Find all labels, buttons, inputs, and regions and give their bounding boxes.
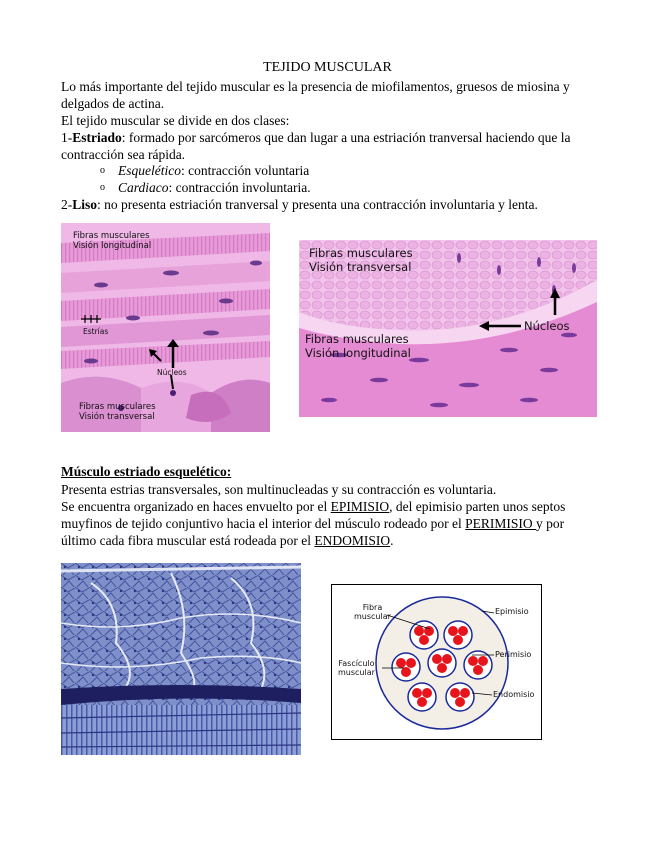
muscle-fiber (478, 656, 488, 666)
bullet-marker: o (100, 182, 105, 193)
muscle-fiber (396, 658, 406, 668)
muscle-fiber (453, 635, 463, 645)
muscle-fiber (460, 688, 470, 698)
fig2-label-top-line: Fibras musculares (309, 246, 413, 260)
muscle-fiber (417, 697, 427, 707)
section-p2 (61, 499, 565, 515)
fig2-label-bottom-line: Visión longitudinal (305, 346, 411, 360)
section-text: . (390, 533, 394, 548)
diagram-label-fibra (354, 603, 391, 621)
section-text: , del epimisio parten unos septos (389, 499, 566, 514)
fig1-label-bottom-line: Visión transversal (79, 412, 155, 422)
fig1-label-top-line: Visión longitudinal (73, 241, 152, 251)
section-heading: Músculo estriado esquelético: (61, 464, 232, 479)
fig1-label-top-line: Fibras musculares (73, 231, 150, 241)
bullet-cardiaco (118, 180, 311, 196)
estriado-text: : formado por sarcómeros que dan lugar a una estriación tranversal haciendo que la (121, 130, 571, 145)
muscle-fiber (458, 626, 468, 636)
estriado-line-2: contracción sea rápida. (61, 147, 186, 162)
liso-text: : no presenta estriación tranversal y presenta una contracción involuntaria y lenta. (97, 197, 538, 212)
muscle-structure-diagram (331, 584, 542, 740)
muscle-fiber (414, 626, 424, 636)
diagram-label-perimisio: Perimisio (495, 650, 532, 659)
estriado-number: 1- (61, 130, 73, 145)
diagram-label-fasciculo (338, 659, 375, 677)
section-p3 (61, 516, 564, 532)
muscle-fiber (473, 665, 483, 675)
diagram-label-line: muscular (354, 612, 391, 621)
muscle-fiber (442, 654, 452, 664)
fig2-label-bottom-line: Fibras musculares (305, 332, 409, 346)
bullet-marker: o (100, 165, 105, 176)
section-text: y por (536, 516, 565, 531)
page-title: TEJIDO MUSCULAR (263, 60, 392, 75)
muscle-fiber (432, 654, 442, 664)
micrograph-3-svg (61, 563, 301, 755)
muscle-fiber (450, 688, 460, 698)
muscle-fiber (468, 656, 478, 666)
liso-line (61, 197, 538, 213)
intro-line-3: El tejido muscular se divide en dos clases: (61, 113, 290, 128)
muscle-fiber (406, 658, 416, 668)
fig2-label-nucleos: Núcleos (524, 319, 570, 333)
fig1-label-top (73, 231, 151, 251)
muscle-fiber (422, 688, 432, 698)
fig1-label-estrias: Estrías (83, 327, 109, 336)
skeletal-muscle-micrograph (61, 563, 301, 755)
section-text: último cada fibra muscular está rodeada por el (61, 533, 315, 548)
section-p1: Presenta estrias transversales, son multinucleadas y su contracción es voluntaria. (61, 482, 497, 497)
diagram-label-epimisio: Epimisio (495, 607, 529, 616)
liso-number: 2- (61, 197, 73, 212)
term-perimisio: PERIMISIO (465, 516, 537, 531)
bullet-esqueletico (118, 163, 309, 179)
fig1-label-bottom (79, 402, 156, 422)
fig2-label-bottom (305, 332, 411, 360)
estriado-line-1 (61, 130, 570, 146)
term-epimisio: EPIMISIO (330, 499, 390, 514)
muscle-fiber (419, 635, 429, 645)
muscle-fiber (437, 663, 447, 673)
fig1-label-bottom-line: Fibras musculares (79, 402, 156, 412)
muscle-fiber (412, 688, 422, 698)
bullet-term: Esquelético (118, 163, 181, 178)
bullet-text: : contracción voluntaria (180, 163, 310, 178)
intro-line-2: delgados de actina. (61, 96, 165, 111)
estriado-term: Estriado (72, 130, 122, 145)
muscle-fiber (448, 626, 458, 636)
diagram-label-endomisio: Endomisio (493, 690, 535, 699)
term-endomisio: ENDOMISIO (314, 533, 391, 548)
section-p4 (61, 533, 394, 549)
fig2-label-top-line: Visión transversal (309, 260, 412, 274)
bullet-term: Cardiaco (118, 180, 169, 195)
section-text: muyfinos de tejido conjuntivo hacia el interior del músculo rodeado por el (61, 516, 466, 531)
diagram-label-line: Fibra (362, 603, 383, 612)
bullet-text: : contracción involuntaria. (168, 180, 311, 195)
section-text: Se encuentra organizado en haces envuelto por el (61, 499, 331, 514)
diagram-label-line: Fascículo (338, 659, 375, 668)
liso-term: Liso (72, 197, 98, 212)
cardiac-muscle-micrograph (61, 223, 270, 432)
smooth-muscle-micrograph (299, 240, 597, 417)
fig2-label-top (309, 246, 413, 274)
diagram-label-line: muscular (338, 668, 375, 677)
muscle-fiber (455, 697, 465, 707)
fig1-label-nucleos: Núcleos (157, 368, 187, 377)
intro-line-1: Lo más importante del tejido muscular es la presencia de miofilamentos, gruesos de miosina y (61, 79, 570, 94)
muscle-fiber (401, 667, 411, 677)
